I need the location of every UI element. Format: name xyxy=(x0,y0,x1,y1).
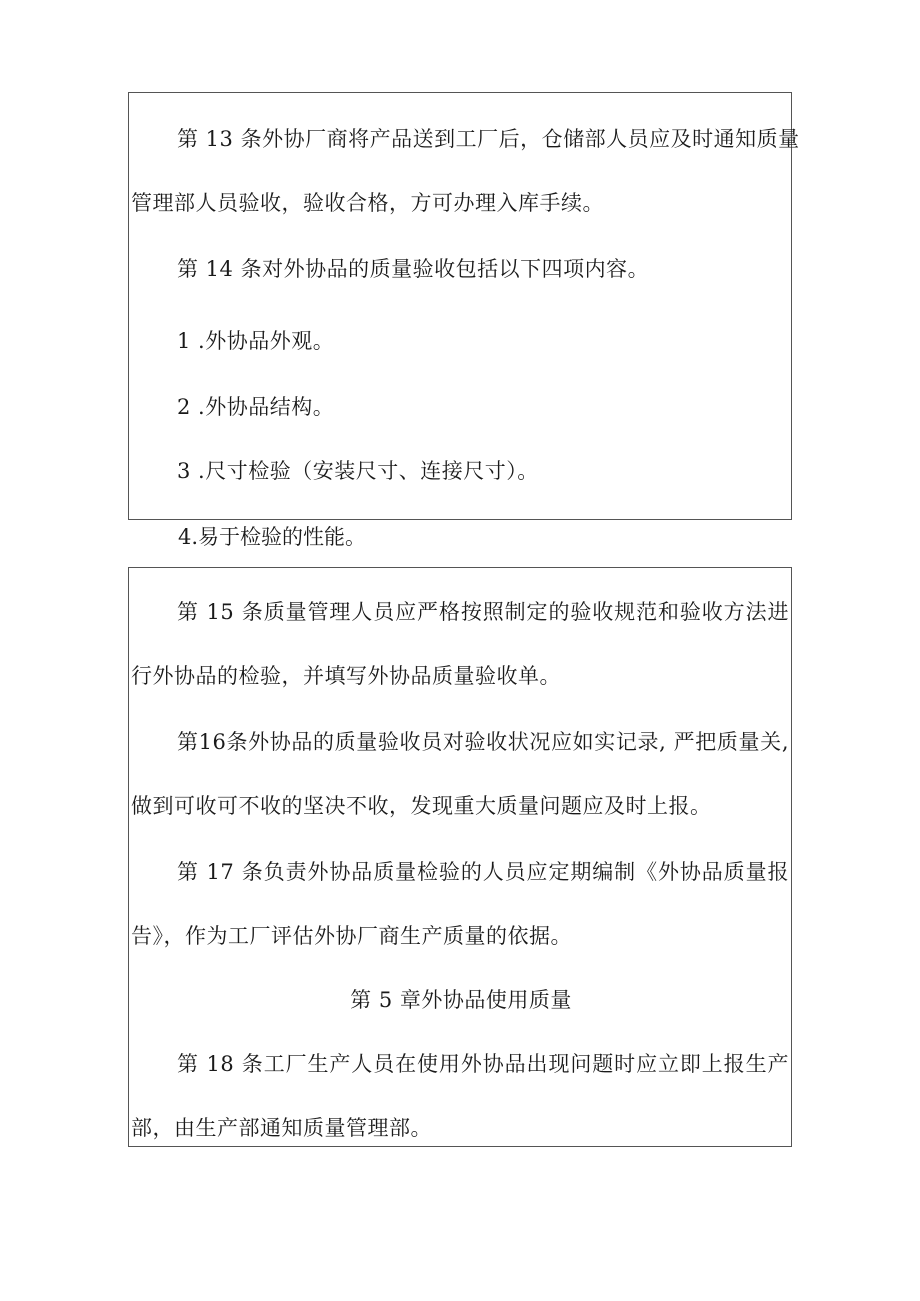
article-18-line-1: 第 18 条工厂生产人员在使用外协品出现问题时应立即上报生产 xyxy=(177,1052,789,1076)
article-17-line-1: 第 17 条负责外协品质量检验的人员应定期编制《外协品质量报 xyxy=(177,860,789,884)
list-item-3: 3 .尺寸检验（安装尺寸、连接尺寸）。 xyxy=(177,459,539,483)
text-box-articles-15-18 xyxy=(128,567,792,1147)
article-15-line-1: 第 15 条质量管理人员应严格按照制定的验收规范和验收方法进 xyxy=(177,600,789,624)
text-box-articles-13-14 xyxy=(128,92,800,520)
chapter-5-heading: 第 5 章外协品使用质量 xyxy=(350,988,572,1012)
list-item-2: 2 .外协品结构。 xyxy=(177,395,335,419)
article-14: 第 14 条对外协品的质量验收包括以下四项内容。 xyxy=(177,257,650,281)
article-17-line-2: 告》，作为工厂评估外协厂商生产质量的依据。 xyxy=(131,924,572,948)
article-13-line-2: 管理部人员验收，验收合格，方可办理入库手续。 xyxy=(131,191,604,215)
article-16-line-1: 第16条外协品的质量验收员对验收状况应如实记录, 严把质量关, xyxy=(177,730,789,754)
list-item-1: 1 .外协品外观。 xyxy=(177,329,335,353)
article-15-line-2: 行外协品的检验，并填写外协品质量验收单。 xyxy=(131,664,561,688)
article-13-line-1: 第 13 条外协厂商将产品送到工厂后，仓储部人员应及时通知质量 xyxy=(177,127,800,151)
article-18-line-2: 部，由生产部通知质量管理部。 xyxy=(131,1116,432,1140)
article-16-line-2: 做到可收可不收的坚决不收，发现重大质量问题应及时上报。 xyxy=(131,794,712,818)
list-item-4: 4.易于检验的性能。 xyxy=(178,525,367,549)
